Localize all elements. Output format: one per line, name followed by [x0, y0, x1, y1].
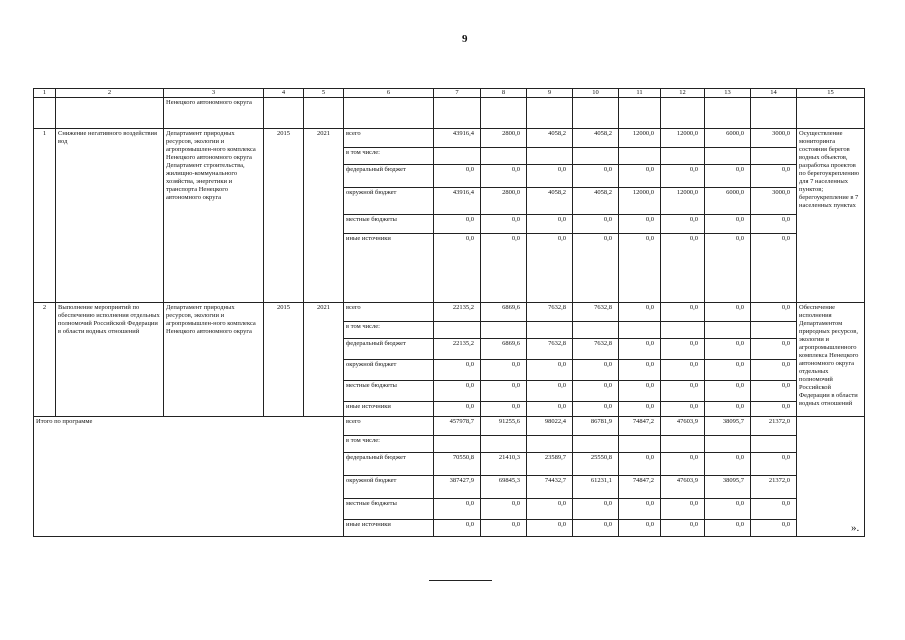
- funding-value: 0,0: [619, 381, 661, 402]
- funding-value: 12000,0: [619, 188, 661, 215]
- funding-source: окружной бюджет: [344, 476, 434, 499]
- header-number-cell: 10: [573, 89, 619, 98]
- header-number-cell: 13: [705, 89, 751, 98]
- total-value: 74432,7: [527, 476, 573, 499]
- total-value: 86781,9: [573, 417, 619, 436]
- funding-source: окружной бюджет: [344, 360, 434, 381]
- row-number: 2: [34, 303, 56, 417]
- executor-name: Департамент природных ресурсов, экологии и агропромышлен-ного комплекса Ненецкого автономного округа: [164, 303, 264, 417]
- header-number-cell: 2: [56, 89, 164, 98]
- continuation-text: Ненецкого автономного округа: [164, 98, 264, 129]
- funding-value: 12000,0: [619, 129, 661, 148]
- funding-value: 0,0: [573, 215, 619, 234]
- total-label: Итого по программе: [34, 417, 344, 537]
- total-value: 0,0: [751, 499, 797, 520]
- executor-name: Департамент природных ресурсов, экологии и агропромышлен-ного комплекса Ненецкого автономного округа Департамент строительства, жилищно-коммунального хозяйства, энергетики и транспорта Ненецкого автономного округа: [164, 129, 264, 303]
- activity-name: Снижение негативного воздействия вод: [56, 129, 164, 303]
- expected-result: Осуществление мониторинга состояния берегов водных объектов, разработка проектов по берегоукреплению для 7 населенных пунктов; берегоукрепление в 7 населенных пунктах: [797, 129, 865, 303]
- header-number-cell: 5: [304, 89, 344, 98]
- funding-value: 0,0: [661, 339, 705, 360]
- funding-value: 7632,8: [573, 339, 619, 360]
- header-number-cell: 12: [661, 89, 705, 98]
- funding-value: 4058,2: [573, 129, 619, 148]
- total-value: 47603,9: [661, 417, 705, 436]
- header-number-cell: 7: [434, 89, 481, 98]
- funding-value: 12000,0: [661, 129, 705, 148]
- funding-value: 0,0: [705, 381, 751, 402]
- funding-value: 7632,8: [527, 303, 573, 322]
- funding-value: 0,0: [481, 402, 527, 417]
- funding-value: 0,0: [619, 360, 661, 381]
- header-number-cell: 15: [797, 89, 865, 98]
- funding-value: 2800,0: [481, 129, 527, 148]
- funding-source: местные бюджеты: [344, 215, 434, 234]
- breakdown-label: в том числе:: [344, 436, 434, 453]
- total-value: 0,0: [527, 520, 573, 537]
- total-value: 23589,7: [527, 453, 573, 476]
- total-value: 0,0: [434, 520, 481, 537]
- funding-value: 0,0: [661, 360, 705, 381]
- expected-result: Обеспечение исполнения Департаментом природных ресурсов, экологии и агропромышленного комплекса Ненецкого автономного округа отдельных полномочий Российской Федерации в области водных отношений: [797, 303, 865, 417]
- funding-value: 0,0: [481, 215, 527, 234]
- funding-value: 6000,0: [705, 129, 751, 148]
- total-value: 91255,6: [481, 417, 527, 436]
- total-value: 0,0: [434, 499, 481, 520]
- funding-value: 0,0: [705, 360, 751, 381]
- funding-value: 0,0: [661, 402, 705, 417]
- total-value: 0,0: [481, 520, 527, 537]
- funding-value: 7632,8: [527, 339, 573, 360]
- funding-value: 0,0: [527, 381, 573, 402]
- header-number-cell: 3: [164, 89, 264, 98]
- funding-value: 0,0: [527, 234, 573, 303]
- funding-source: окружной бюджет: [344, 188, 434, 215]
- funding-source: всего: [344, 129, 434, 148]
- total-value: 0,0: [619, 499, 661, 520]
- funding-value: 0,0: [751, 165, 797, 188]
- total-value: 38095,7: [705, 417, 751, 436]
- activity-name: Выполнение мероприятий по обеспечению исполнения отдельных полномочий Российской Федерации в области водных отношений: [56, 303, 164, 417]
- funding-value: 0,0: [481, 165, 527, 188]
- funding-value: 0,0: [751, 402, 797, 417]
- funding-value: 0,0: [619, 402, 661, 417]
- funding-value: 0,0: [705, 165, 751, 188]
- funding-value: 3000,0: [751, 129, 797, 148]
- total-value: 457978,7: [434, 417, 481, 436]
- end-year: 2021: [304, 129, 344, 303]
- funding-source: всего: [344, 417, 434, 436]
- funding-value: 4058,2: [527, 129, 573, 148]
- end-year: 2021: [304, 303, 344, 417]
- funding-source: иные источники: [344, 402, 434, 417]
- total-value: 21372,0: [751, 476, 797, 499]
- funding-value: 3000,0: [751, 188, 797, 215]
- header-number-cell: 11: [619, 89, 661, 98]
- page-number: 9: [462, 33, 468, 45]
- start-year: 2015: [264, 303, 304, 417]
- total-value: 0,0: [705, 520, 751, 537]
- funding-value: 0,0: [527, 165, 573, 188]
- total-value: 0,0: [573, 499, 619, 520]
- total-value: 69845,3: [481, 476, 527, 499]
- total-value: 61231,1: [573, 476, 619, 499]
- funding-value: 0,0: [527, 215, 573, 234]
- funding-value: 2800,0: [481, 188, 527, 215]
- footer-separator-line: [429, 580, 492, 581]
- funding-source: всего: [344, 303, 434, 322]
- funding-value: 0,0: [705, 339, 751, 360]
- funding-value: 0,0: [751, 234, 797, 303]
- funding-source: федеральный бюджет: [344, 453, 434, 476]
- total-value: 70550,8: [434, 453, 481, 476]
- funding-source: иные источники: [344, 520, 434, 537]
- funding-value: 0,0: [434, 360, 481, 381]
- program-row: [34, 303, 865, 322]
- funding-source: местные бюджеты: [344, 499, 434, 520]
- funding-value: 0,0: [481, 381, 527, 402]
- program-table: [33, 88, 865, 537]
- header-number-row: [34, 89, 865, 98]
- funding-value: 0,0: [573, 165, 619, 188]
- total-value: 0,0: [661, 499, 705, 520]
- total-value: 0,0: [751, 453, 797, 476]
- total-value: 38095,7: [705, 476, 751, 499]
- total-value: 74847,2: [619, 476, 661, 499]
- total-value: 0,0: [619, 520, 661, 537]
- funding-value: 0,0: [705, 215, 751, 234]
- funding-value: 0,0: [751, 381, 797, 402]
- funding-value: 0,0: [751, 339, 797, 360]
- header-number-cell: 6: [344, 89, 434, 98]
- funding-value: 0,0: [573, 381, 619, 402]
- funding-value: 0,0: [661, 303, 705, 322]
- funding-value: 0,0: [573, 402, 619, 417]
- funding-value: 0,0: [573, 234, 619, 303]
- total-value: 0,0: [661, 453, 705, 476]
- total-value: 74847,2: [619, 417, 661, 436]
- funding-source: местные бюджеты: [344, 381, 434, 402]
- funding-value: 22135,2: [434, 339, 481, 360]
- funding-value: 0,0: [527, 360, 573, 381]
- continuation-row: [34, 98, 865, 129]
- funding-value: 0,0: [661, 234, 705, 303]
- funding-value: 4058,2: [527, 188, 573, 215]
- program-row: [34, 129, 865, 148]
- funding-value: 6000,0: [705, 188, 751, 215]
- funding-value: 0,0: [619, 215, 661, 234]
- funding-value: 43916,4: [434, 129, 481, 148]
- total-value: 21372,0: [751, 417, 797, 436]
- funding-value: 0,0: [573, 360, 619, 381]
- funding-value: 0,0: [705, 234, 751, 303]
- total-value: 25550,8: [573, 453, 619, 476]
- funding-value: 0,0: [434, 402, 481, 417]
- funding-value: 0,0: [619, 339, 661, 360]
- total-value: 98022,4: [527, 417, 573, 436]
- funding-value: 6869,6: [481, 339, 527, 360]
- total-value: 0,0: [705, 453, 751, 476]
- funding-value: 0,0: [434, 165, 481, 188]
- funding-value: 0,0: [705, 303, 751, 322]
- funding-source: федеральный бюджет: [344, 165, 434, 188]
- header-number-cell: 8: [481, 89, 527, 98]
- funding-value: 43916,4: [434, 188, 481, 215]
- total-row: [34, 417, 865, 436]
- funding-value: 7632,8: [573, 303, 619, 322]
- funding-value: 0,0: [661, 215, 705, 234]
- funding-value: 0,0: [434, 215, 481, 234]
- funding-value: 0,0: [619, 234, 661, 303]
- funding-value: 0,0: [619, 303, 661, 322]
- total-value: 0,0: [661, 520, 705, 537]
- funding-value: 0,0: [751, 215, 797, 234]
- funding-value: 0,0: [751, 360, 797, 381]
- funding-source: федеральный бюджет: [344, 339, 434, 360]
- funding-value: 0,0: [527, 402, 573, 417]
- closing-mark: ».: [851, 522, 860, 534]
- breakdown-label: в том числе:: [344, 322, 434, 339]
- header-number-cell: 14: [751, 89, 797, 98]
- total-value: 387427,9: [434, 476, 481, 499]
- funding-value: 0,0: [705, 402, 751, 417]
- funding-value: 0,0: [619, 165, 661, 188]
- funding-value: 0,0: [661, 165, 705, 188]
- start-year: 2015: [264, 129, 304, 303]
- funding-value: 0,0: [751, 303, 797, 322]
- breakdown-label: в том числе:: [344, 148, 434, 165]
- header-number-cell: 1: [34, 89, 56, 98]
- total-value: 0,0: [751, 520, 797, 537]
- total-value: 47603,9: [661, 476, 705, 499]
- funding-value: 6869,6: [481, 303, 527, 322]
- funding-value: 0,0: [481, 360, 527, 381]
- funding-value: 0,0: [434, 234, 481, 303]
- header-number-cell: 9: [527, 89, 573, 98]
- total-value: 0,0: [527, 499, 573, 520]
- funding-value: 0,0: [481, 234, 527, 303]
- total-value: 0,0: [573, 520, 619, 537]
- total-value: 0,0: [619, 453, 661, 476]
- funding-value: 0,0: [661, 381, 705, 402]
- total-value: 0,0: [481, 499, 527, 520]
- funding-value: 12000,0: [661, 188, 705, 215]
- row-number: 1: [34, 129, 56, 303]
- header-number-cell: 4: [264, 89, 304, 98]
- funding-source: иные источники: [344, 234, 434, 303]
- funding-value: 22135,2: [434, 303, 481, 322]
- funding-value: 4058,2: [573, 188, 619, 215]
- total-value: 0,0: [705, 499, 751, 520]
- funding-value: 0,0: [434, 381, 481, 402]
- total-value: 21410,3: [481, 453, 527, 476]
